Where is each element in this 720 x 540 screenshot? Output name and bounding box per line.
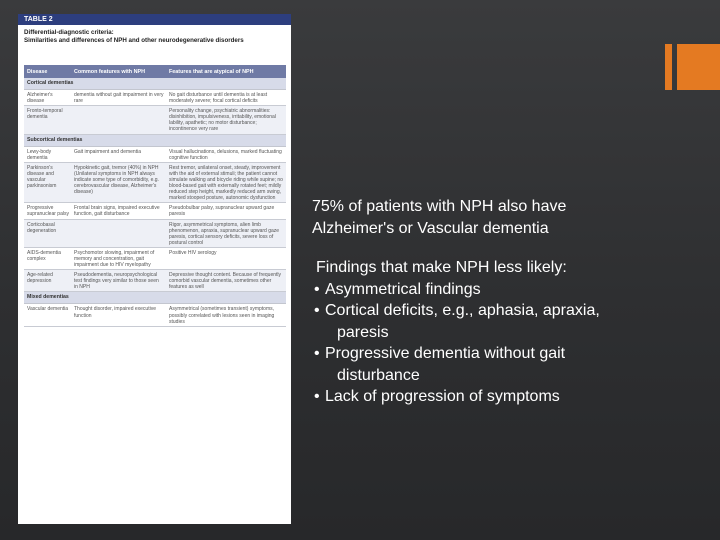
table-figure	[18, 14, 291, 524]
bullet-text: Asymmetrical findings	[325, 280, 481, 298]
bullet-item	[312, 343, 712, 386]
table-label: TABLE 2	[18, 14, 291, 25]
section-header: Cortical dementias	[24, 78, 286, 90]
bullet-text: Cortical deficits, e.g., aphasia, apraxia,	[325, 302, 600, 319]
table-row	[24, 147, 286, 163]
column-header: Features that are atypical of NPH	[169, 68, 254, 75]
table-cell: Vascular dementia	[27, 306, 69, 313]
bullet-item	[312, 279, 712, 301]
column-header: Disease	[27, 68, 48, 75]
table-row	[24, 270, 286, 292]
table-cell: Hypokinetic gait, tremor (40%) in NPH (Unilateral symptoms in NPH always indicate some type of comorbidity, e.g. cerebrovascular disease, Alzheimer's disease)	[74, 164, 159, 196]
table-row	[24, 220, 286, 248]
table-cell	[71, 220, 166, 247]
table-cell: Fronto-temporal dementia	[27, 108, 63, 121]
table-cell: Lewy-body dementia	[27, 148, 52, 161]
table-cell: Frontal brain signs, impaired executive function, gait disturbance	[74, 205, 160, 218]
table-cell: AIDS-dementia complex	[27, 249, 61, 262]
accent-bar-wide	[677, 44, 720, 90]
accent-bar-thin	[665, 44, 672, 90]
bullet-text: Lack of progression of symptoms	[325, 388, 560, 405]
section-header: Mixed dementias	[24, 292, 286, 304]
table-cell: Positive HIV serology	[169, 249, 217, 256]
table-cell: Corticobasal degeneration	[27, 221, 57, 234]
table-cell: Alzheimer's disease	[27, 92, 53, 105]
table-cell: Personality change, psychiatric abnormalities: disinhibition, impulsiveness, irritability, emotional lability, apathetic; no motor disturbance; incontinence very rare	[169, 108, 276, 133]
findings-list	[312, 279, 712, 408]
lead-paragraph	[312, 196, 712, 239]
table-title-line1: Differential-diagnostic criteria:	[24, 29, 114, 36]
table-cell: Progressive supranuclear palsy	[27, 205, 69, 218]
section-header: Subcortical dementias	[24, 135, 286, 147]
table-cell: Thought disorder, impaired executive function	[74, 306, 156, 319]
bullet-item	[312, 300, 712, 343]
table-cell: Asymmetrical (sometimes transient) symptoms, possibly correlated with lesions seen in imaging studies	[169, 306, 275, 325]
table-row	[24, 163, 286, 204]
table-cell: Age-related depression	[27, 272, 53, 285]
table-cell: Rigor, asymmetrical symptoms, alien limb phenomenon, apraxia, supranuclear upward gaze paresis, cortical sensory deficits, severe loss of postural control	[169, 221, 280, 246]
slide-text	[312, 196, 712, 408]
table-cell: Gait impairment and dementia	[74, 148, 141, 155]
table-cell	[71, 106, 166, 133]
table-cell: Depressive thought content. Because of frequently comorbid vascular dementia, sometimes other features as well	[169, 272, 282, 291]
bullet-item	[312, 386, 712, 408]
table-cell: No gait disturbance until dementia is at least moderately severe; focal cortical deficits	[169, 92, 268, 105]
table-cell: Rest tremor, unilateral onset, steady, improvement with the aid of external stimuli; the patient cannot simulate walking and bicycle riding while supine; no blood-based gait with externally rotated feet; mildly reduced step height, markedly reduced arm swing, marked stooped posture, autonomic dysfunction	[169, 164, 283, 202]
lead-line-2: Alzheimer's or Vascular dementia	[312, 219, 549, 237]
table-cell: Parkinson's disease and vascular parkinsonism	[27, 164, 57, 190]
table-row	[24, 203, 286, 219]
table-row	[24, 90, 286, 106]
table-header-row	[24, 65, 286, 78]
bullet-text-continued: paresis	[337, 323, 389, 341]
findings-heading: Findings that make NPH less likely:	[316, 259, 567, 276]
table-cell: Pseudobulbar palsy, supranuclear upward gaze paresis	[169, 205, 275, 218]
lead-line-1: 75% of patients with NPH also have	[312, 198, 567, 215]
table-cell: Visual hallucinations, delusions, marked fluctuating cognitive function	[169, 148, 282, 161]
table-row	[24, 304, 286, 326]
table-cell: Psychomotor slowing, impairment of memory and concentration, gait impairment due to HIV myelopathy	[74, 249, 155, 269]
diagnostic-table	[24, 65, 286, 327]
bullet-text: Progressive dementia without gait	[325, 345, 566, 362]
table-row	[24, 248, 286, 270]
table-cell: dementia without gait impairment in very rare	[74, 92, 164, 105]
table-title-line2: Similarities and differences of NPH and other neurodegenerative disorders	[24, 37, 244, 44]
table-title	[24, 29, 286, 45]
table-cell: Pseudodementia, neuropsychological test findings very similar to those seen in NPH	[74, 272, 159, 291]
column-header: Common features with NPH	[74, 68, 145, 75]
bullet-text-continued: disturbance	[337, 366, 420, 384]
table-row	[24, 106, 286, 134]
